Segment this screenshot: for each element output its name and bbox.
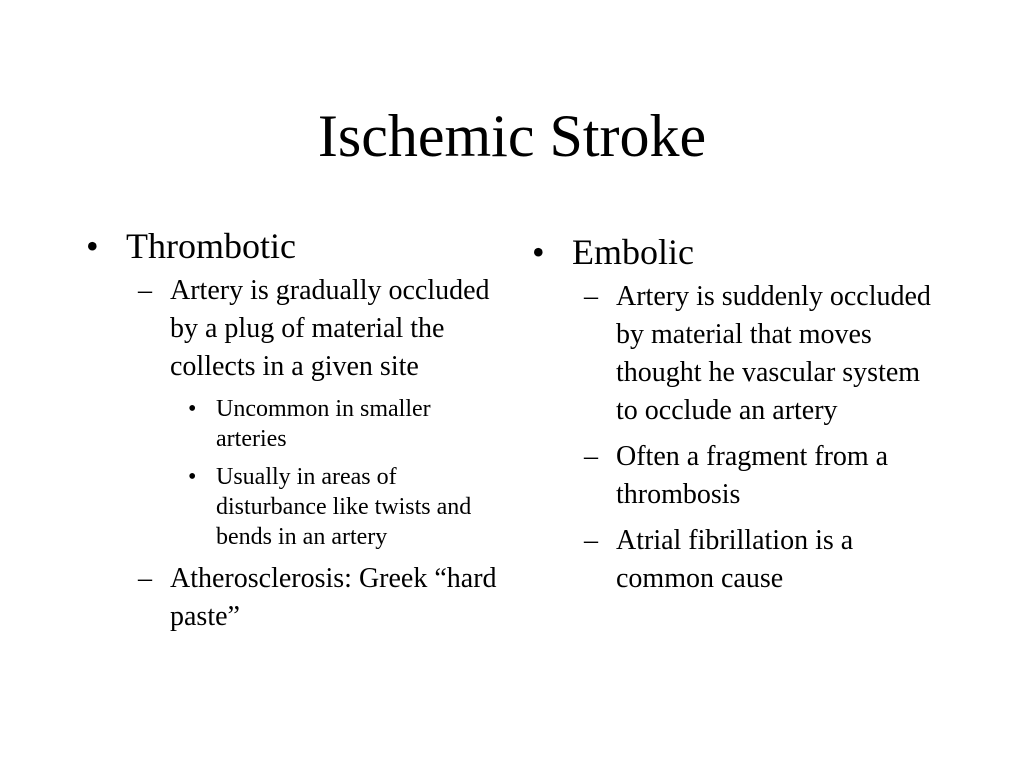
slide-title: Ischemic Stroke bbox=[317, 103, 707, 169]
subbullet-text: Atherosclerosis: Greek “hard paste” bbox=[170, 563, 497, 632]
bullet-marker: • bbox=[188, 464, 197, 490]
subsubbullet-text: Usually in areas of disturbance like twists and bends in an artery bbox=[216, 464, 472, 550]
bullet-text: Embolic bbox=[572, 232, 694, 272]
subbullet-artery-suddenly bbox=[532, 278, 942, 430]
right-column bbox=[532, 230, 942, 606]
dash-marker: – bbox=[584, 441, 598, 472]
left-column bbox=[86, 224, 506, 644]
subbullet-artery-gradually bbox=[86, 272, 506, 386]
subsubbullet-uncommon bbox=[86, 394, 506, 454]
bullet-thrombotic bbox=[86, 224, 506, 268]
subsubbullet-text: Uncommon in smaller arteries bbox=[216, 396, 431, 452]
subbullet-atherosclerosis bbox=[86, 560, 506, 636]
bullet-marker: • bbox=[188, 396, 197, 422]
subbullet-text: Artery is suddenly occluded by material that moves thought he vascular system to occlude an artery bbox=[616, 281, 931, 426]
subbullet-text: Atrial fibrillation is a common cause bbox=[616, 525, 854, 594]
subbullet-text: Often a fragment from a thrombosis bbox=[616, 441, 889, 510]
subbullet-fragment bbox=[532, 438, 942, 514]
bullet-embolic bbox=[532, 230, 942, 274]
dash-marker: – bbox=[138, 563, 152, 594]
dash-marker: – bbox=[584, 525, 598, 556]
dash-marker: – bbox=[584, 281, 598, 312]
dash-marker: – bbox=[138, 275, 152, 306]
subsubbullet-usually bbox=[86, 462, 506, 552]
bullet-text: Thrombotic bbox=[126, 226, 296, 266]
bullet-marker: • bbox=[532, 232, 545, 272]
bullet-marker: • bbox=[86, 226, 99, 266]
subbullet-text: Artery is gradually occluded by a plug of material the collects in a given site bbox=[170, 275, 490, 382]
subbullet-atrial-fibrillation bbox=[532, 522, 942, 598]
